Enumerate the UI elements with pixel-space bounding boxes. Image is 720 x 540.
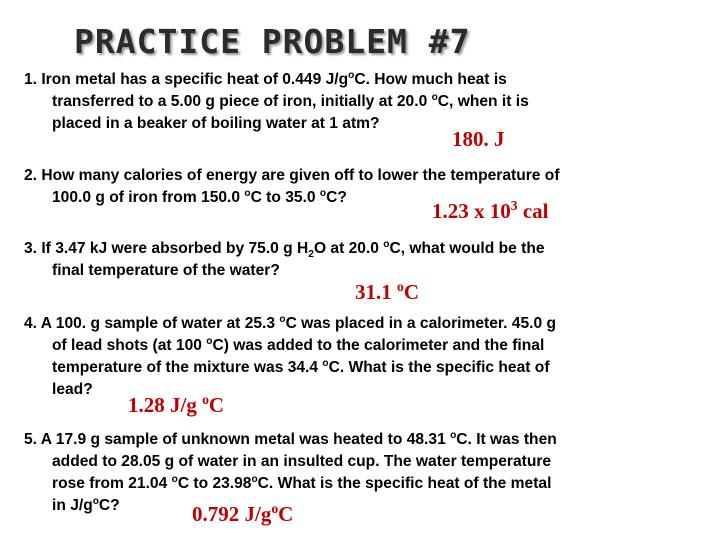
problem-5-line-3: rose from 21.04 $^o$C to 23.98$^o$C. What is the specific heat of the metal	[52, 473, 552, 492]
problem-4-line-2: of lead shots (at 100 $^o$C) was added to the calorimeter and the final	[52, 335, 545, 354]
problem-4-line-4: lead?	[52, 381, 93, 398]
problem-3-answer: 31.1 $^o$C	[355, 279, 419, 304]
problem-1-answer: 180. J	[452, 127, 505, 151]
problem-2-line-1: 2. How many calories of energy are given off to lower the temperature of	[24, 167, 560, 184]
problem-5-line-2: added to 28.05 g of water in an insulted cup. The water temperature	[52, 453, 552, 470]
problem-5-line-4: in $J/g^oC$?	[52, 495, 120, 514]
problem-2-line-2: 100.0 g of iron from 150.0 $^o$C to 35.0 $^o$C?	[52, 187, 347, 206]
problem-4-answer: 1.28 J/g $^o$C	[128, 392, 225, 417]
problem-5-answer: 0.792 $J/g^oC$	[192, 501, 294, 526]
problem-5-line-1: 5. A 17.9 g sample of unknown metal was heated to 48.31 $^o$C. It was then	[24, 429, 557, 448]
problem-2-answer: 1.23 x $10^3$ cal	[432, 198, 549, 223]
problem-3-line-2: final temperature of the water?	[52, 262, 280, 279]
problem-1-line-1: 1. Iron metal has a specific heat of 0.449 $J/g^oC$. How much heat is	[24, 69, 507, 88]
problem-3-line-1: 3. If 3.47 kJ were absorbed by 75.0 g $H_2O$ at 20.0 $^o$C, what would be the	[24, 238, 545, 261]
page-title: PRACTICE PROBLEM #7	[74, 22, 471, 61]
problem-1-line-3: placed in a beaker of boiling water at 1 atm?	[52, 115, 380, 132]
problem-4-line-1: 4. A 100. g sample of water at 25.3 $^o$C was placed in a calorimeter. 45.0 g	[24, 313, 556, 332]
problem-1-line-2: transferred to a 5.00 g piece of iron, initially at 20.0 $^o$C, when it is	[52, 91, 529, 110]
problem-4-line-3: temperature of the mixture was 34.4 $^o$C. What is the specific heat of	[52, 357, 550, 376]
